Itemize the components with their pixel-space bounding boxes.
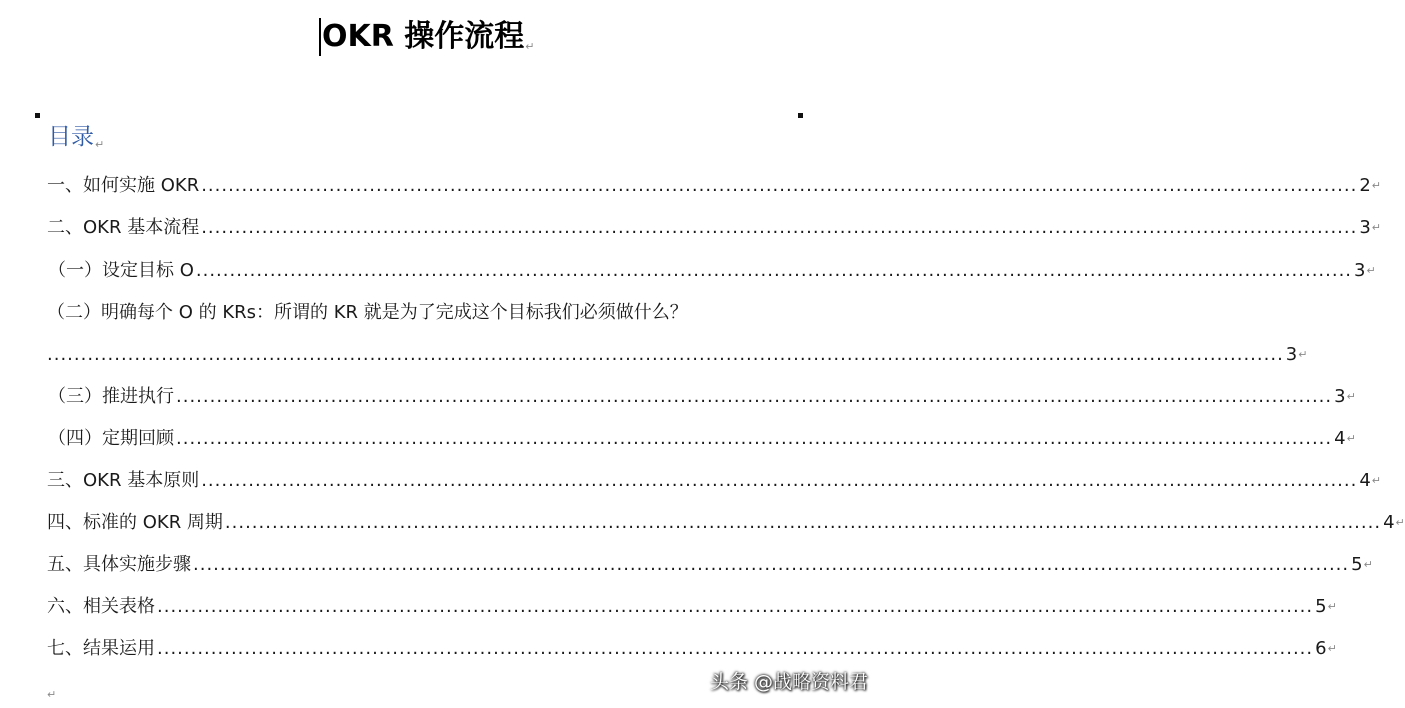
toc-entry[interactable] [47,634,1337,664]
toc-entry-label: 七、结果运用 [47,638,155,659]
toc-leader-dots: ............................................................................................................................................................................ [176,386,1333,407]
toc-entry-label: 六、相关表格 [47,596,155,617]
paragraph-mark-icon: ↵ [1371,179,1382,192]
watermark: 头条 @战略资料君 [709,671,868,693]
toc-entry-label: （四）定期回顾 [48,428,174,449]
text-cursor [319,18,321,56]
toc-leader-dots: ............................................................................................................................................................................ [195,260,1353,281]
toc-entry[interactable] [47,550,1373,580]
paragraph-mark-icon: ↵ [1395,516,1405,529]
toc-entry-long-label[interactable]: （二）明确每个 O 的 KRs：所谓的 KR 就是为了完成这个目标我们必须做什么？ [47,302,688,323]
toc-entry-label: （一）设定目标 O [48,260,194,281]
toc-entry-page: 4 [1334,428,1346,449]
paragraph-mark-icon: ↵ [1327,600,1337,613]
toc-entry-page: 6 [1315,638,1327,659]
paragraph-mark-icon: ↵ [1366,264,1376,277]
toc-entry-page: 4 [1359,470,1371,491]
paragraph-mark-icon: ↵ [1371,221,1382,234]
paragraph-mark-icon: ↵ [95,138,105,151]
toc-entry-page: 2 [1359,175,1371,196]
toc-entry-label: 五、具体实施步骤 [47,554,191,575]
toc-entry-label: 一、如何实施 OKR [47,175,200,196]
paragraph-mark-icon: ↵ [1327,642,1337,655]
paragraph-mark-icon: ↵ [1363,558,1373,571]
toc-entry[interactable] [48,424,1356,454]
toc-heading[interactable] [48,120,104,154]
toc-leader-dots: ........................................................................................................................................................................................ [47,344,1284,365]
toc-entry-page: 3 [1359,217,1371,238]
toc-entry[interactable] [47,171,1382,201]
toc-entry-page: 3 [1334,386,1346,407]
paragraph-mark-icon: ↵ [525,40,535,53]
document-title-text: OKR 操作流程 [322,19,525,54]
toc-entry[interactable] [47,213,1382,243]
toc-entry-page: 3 [1354,260,1366,281]
toc-entry-label: 三、OKR 基本原则 [47,470,200,491]
paragraph-mark-icon: ↵ [1346,432,1356,445]
toc-entry-label: （三）推进执行 [48,386,174,407]
toc-entry[interactable] [47,592,1337,622]
paragraph-mark-icon: ↵ [47,688,57,701]
document-title[interactable] [322,16,535,58]
paragraph-mark-icon: ↵ [1346,390,1356,403]
paragraph-mark-icon: ↵ [1371,474,1382,487]
toc-entry-label: 四、标准的 OKR 周期 [47,512,223,533]
toc-heading-text: 目录 [48,124,94,150]
toc-leader-dots: ............................................................................................................................................................................ [157,638,1314,659]
toc-entry[interactable] [48,256,1376,286]
toc-entry-page: 5 [1315,596,1327,617]
toc-entry[interactable] [47,466,1382,496]
toc-entry-page: 5 [1351,554,1363,575]
toc-entry[interactable] [47,508,1405,538]
margin-corner-marker-right [798,113,803,118]
toc-entry-page: 3 [1285,344,1298,365]
toc-entry[interactable] [47,340,1308,370]
paragraph-mark-icon: ↵ [1298,348,1308,361]
toc-leader-dots: ............................................................................................................................................................................ [201,175,1358,196]
toc-leader-dots: ............................................................................................................................................................................ [201,470,1358,491]
toc-entry-label: 二、OKR 基本流程 [47,217,200,238]
toc-leader-dots: ............................................................................................................................................................................ [176,428,1333,449]
toc-leader-dots: ............................................................................................................................................................................ [224,512,1382,533]
toc-entry[interactable] [48,382,1356,412]
toc-leader-dots: ............................................................................................................................................................................ [193,554,1350,575]
toc-leader-dots: ............................................................................................................................................................................ [157,596,1314,617]
margin-corner-marker-left [35,113,40,118]
toc-entry-page: 4 [1383,512,1395,533]
toc-leader-dots: ............................................................................................................................................................................ [201,217,1358,238]
